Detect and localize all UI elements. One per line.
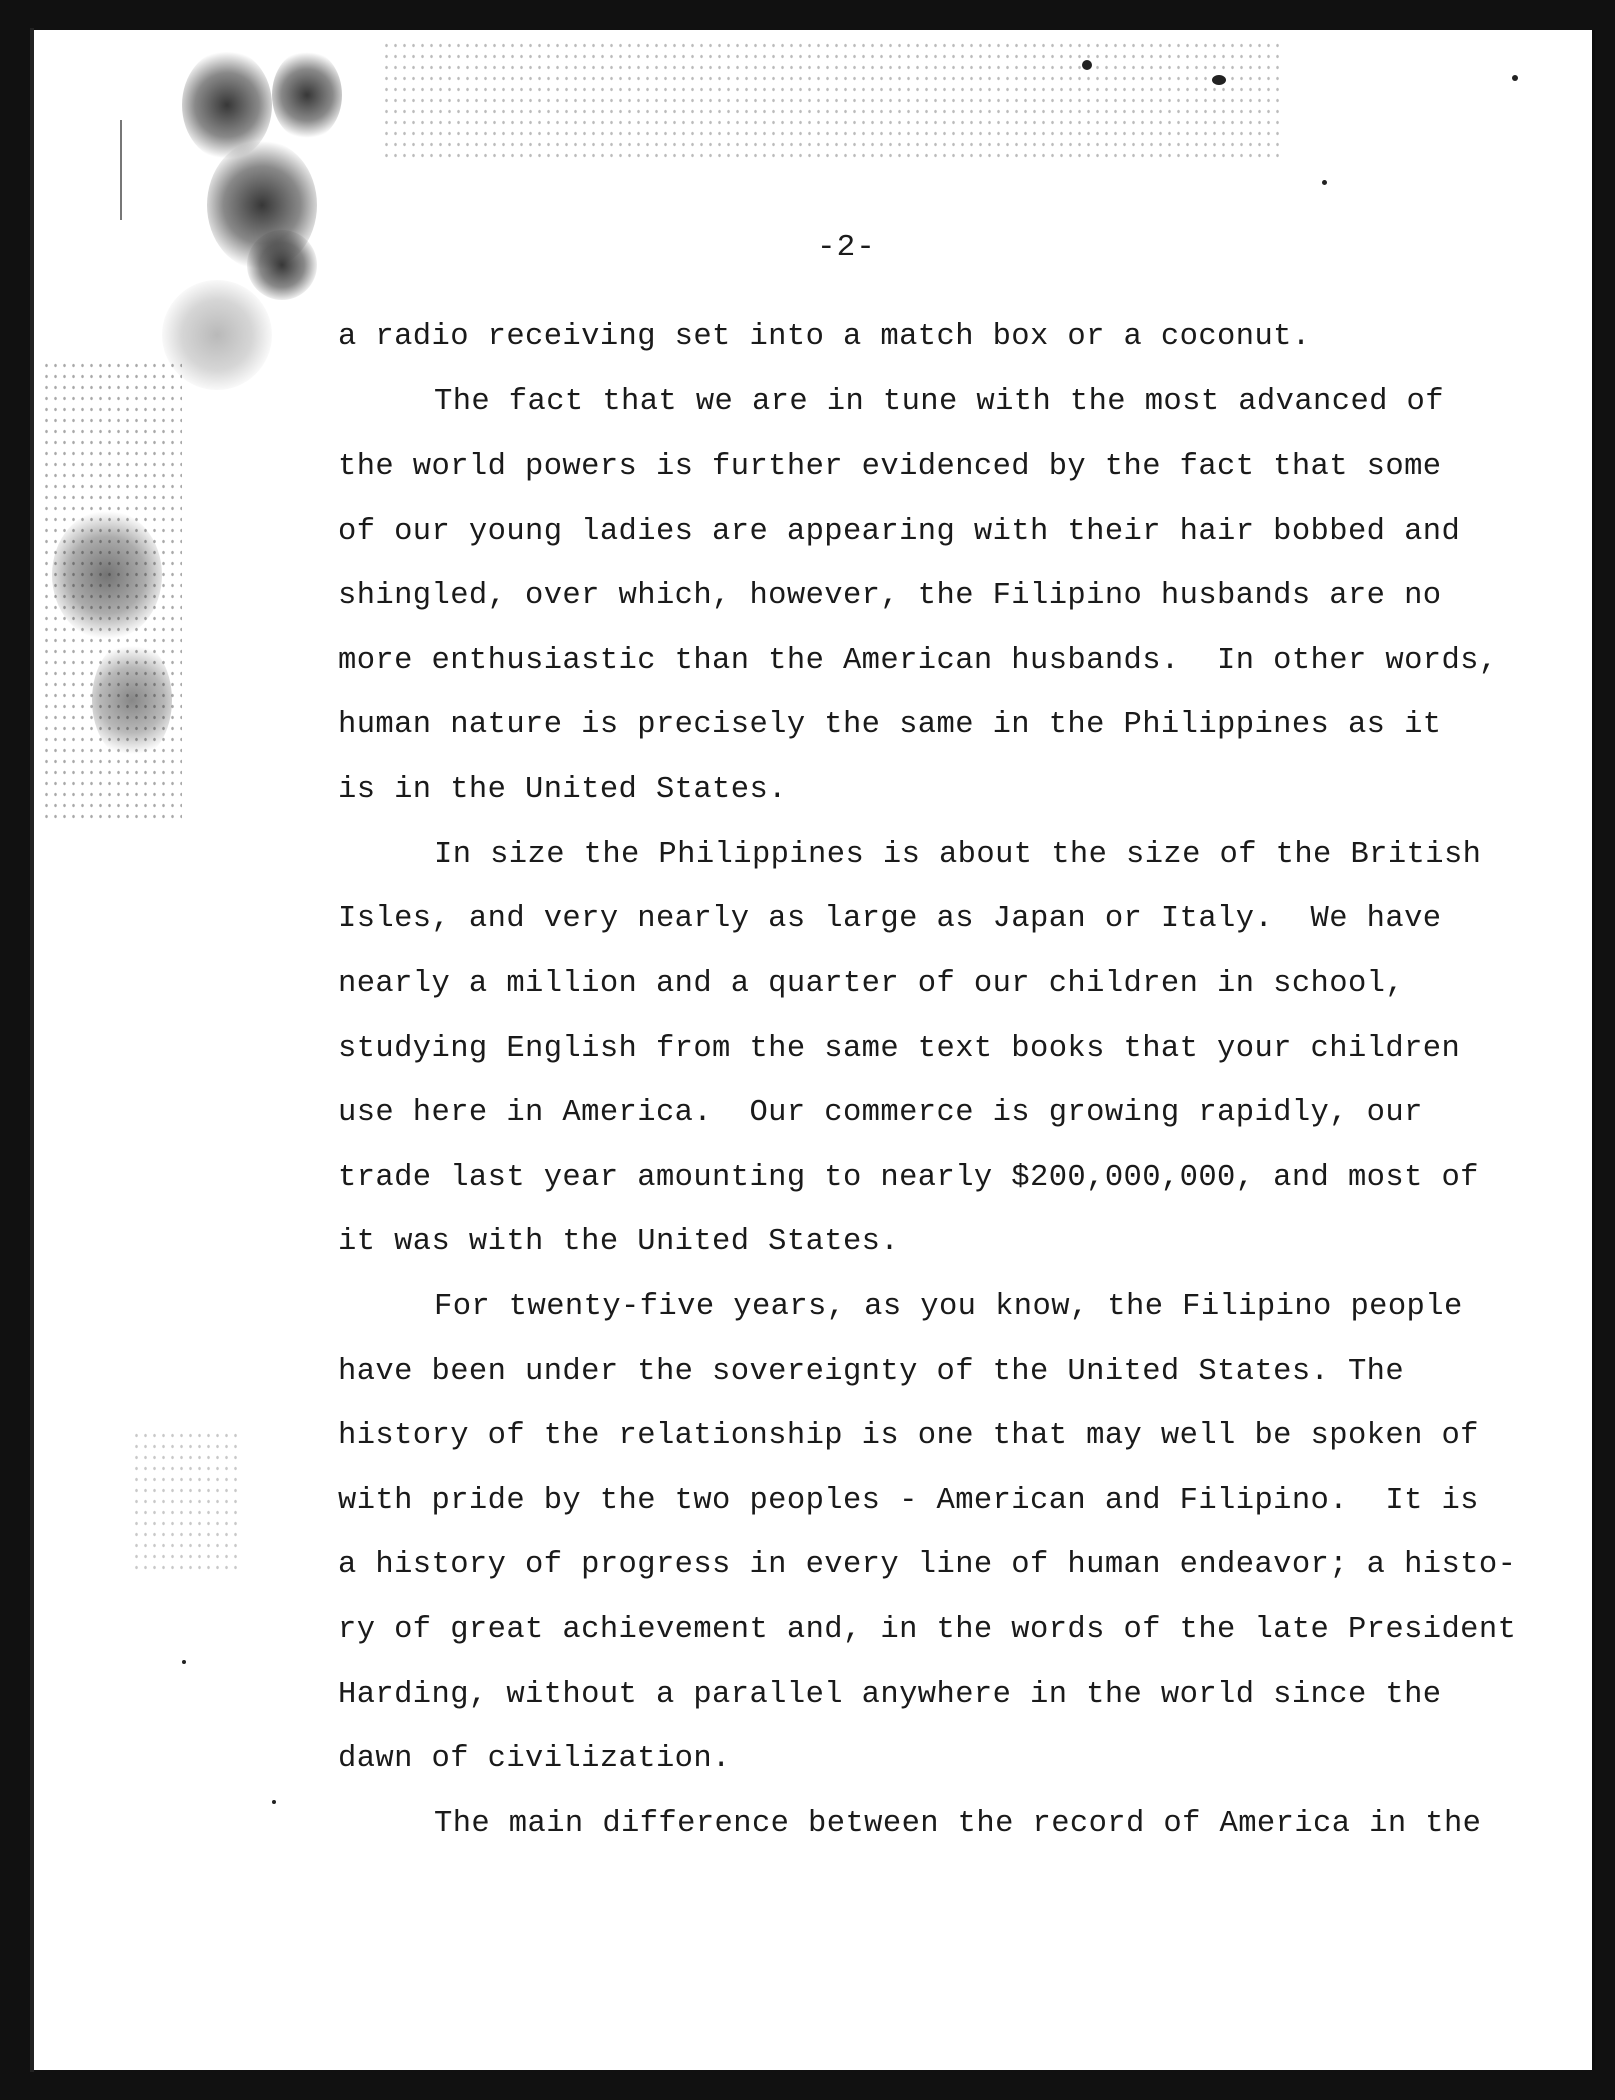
scan-border-bottom (0, 2070, 1615, 2100)
text-line: ry of great achievement and, in the words of the late President (338, 1613, 1517, 1647)
text-line: Isles, and very nearly as large as Japan or Italy. We have (338, 902, 1442, 936)
text-line: nearly a million and a quarter of our children in school, (338, 967, 1405, 1001)
speck (1212, 75, 1226, 85)
text-line: studying English from the same text books that your children (338, 1032, 1461, 1066)
text-line: have been under the sovereignty of the United States. The (338, 1355, 1405, 1389)
text-line: with pride by the two peoples - American and Filipino. It is (338, 1484, 1479, 1518)
text-line: a history of progress in every line of human endeavor; a histo- (338, 1548, 1517, 1582)
text-line: more enthusiastic than the American husbands. In other words, (338, 644, 1498, 678)
text-line: dawn of civilization. (338, 1742, 731, 1776)
speck (1512, 75, 1518, 81)
speck (1322, 180, 1327, 185)
scan-border-top (0, 0, 1615, 30)
text-line: human nature is precisely the same in the Philippines as it (338, 708, 1442, 742)
text-line: use here in America. Our commerce is growing rapidly, our (338, 1096, 1423, 1130)
text-line: shingled, over which, however, the Filipino husbands are no (338, 579, 1442, 613)
text-line: The main difference between the record of America in the (434, 1807, 1482, 1841)
text-line: the world powers is further evidenced by the fact that some (338, 450, 1442, 484)
text-line: of our young ladies are appearing with their hair bobbed and (338, 515, 1461, 549)
speckle-area (382, 40, 1282, 160)
speckle-area (42, 360, 182, 820)
scan-border-right (1595, 0, 1615, 2100)
text-line: trade last year amounting to nearly $200,000,000, and most of (338, 1161, 1479, 1195)
speckle-area (132, 1430, 242, 1570)
ink-blot (247, 230, 317, 300)
scan-border-left (0, 0, 30, 2100)
speck (182, 1660, 186, 1664)
text-line: The fact that we are in tune with the most advanced of (434, 385, 1444, 419)
text-line: Harding, without a parallel anywhere in the world since the (338, 1678, 1442, 1712)
text-line: For twenty-five years, as you know, the Filipino people (434, 1290, 1463, 1324)
text-line: it was with the United States. (338, 1225, 900, 1259)
speck (1082, 60, 1092, 70)
ink-blot (272, 50, 342, 140)
page-edge (30, 28, 34, 2072)
speck (272, 1800, 276, 1804)
text-line: history of the relationship is one that may well be spoken of (338, 1419, 1479, 1453)
document-page (32, 30, 1592, 2070)
page-number: -2- (817, 230, 876, 265)
text-line: is in the United States. (338, 773, 787, 807)
text-line: a radio receiving set into a match box or a coconut. (338, 320, 1311, 354)
margin-mark (120, 120, 122, 220)
text-line: In size the Philippines is about the size of the British (434, 838, 1482, 872)
